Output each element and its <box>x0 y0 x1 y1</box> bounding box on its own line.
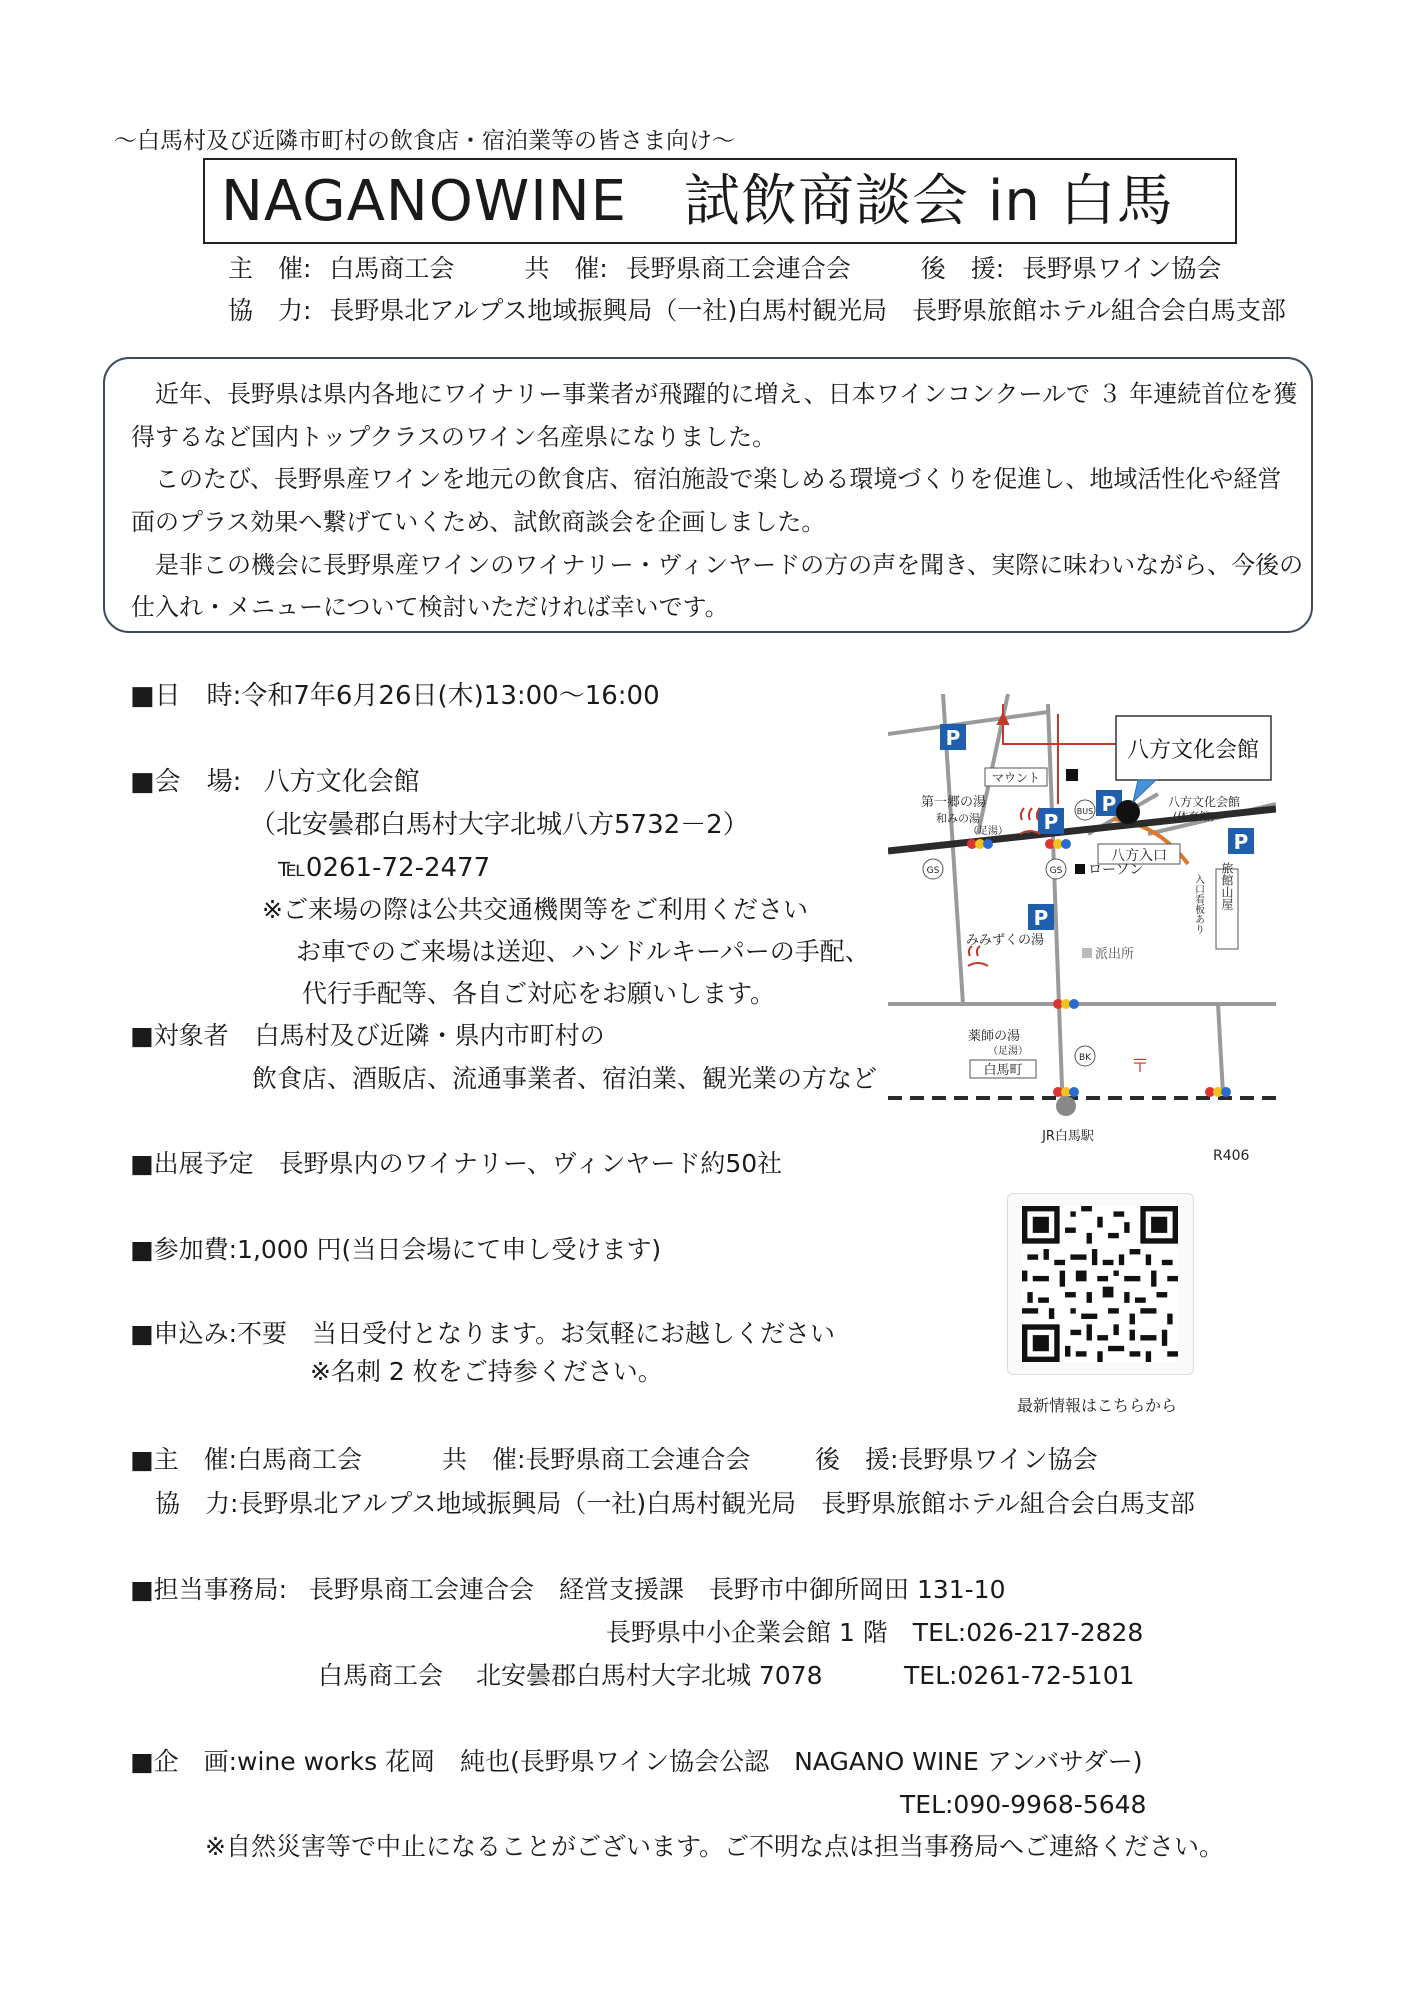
access-note-3: 代行手配等、各自ご対応をお願いします。 <box>302 979 776 1008</box>
access-note-2: お車でのご来場は送迎、ハンドルキーパーの手配、 <box>296 937 870 966</box>
footer-support: 後 援:長野県ワイン協会 <box>815 1445 1098 1474</box>
intro-line: このたび、長野県産ワインを地元の飲食店、宿泊施設で楽しめる環境づくりを促進し、地域活性化や経営 <box>131 465 1282 493</box>
target-label: ■対象者 <box>130 1021 229 1050</box>
target-line-2: 飲食店、酒販店、流通事業者、宿泊業、観光業の方など <box>252 1064 878 1093</box>
svg-text:〒: 〒 <box>1131 1056 1149 1077</box>
parking-icon <box>940 724 966 750</box>
venue-marker <box>1116 800 1140 824</box>
intro-line: 是非この機会に長野県産ワインのワイナリー・ヴィンヤードの方の声を聞き、実際に味わいながら、今後の <box>131 551 1304 579</box>
intro-line: 仕入れ・メニューについて検討いただければ幸いです。 <box>131 593 729 621</box>
support-name: 長野県ワイン協会 <box>1022 254 1222 283</box>
footer-coop: 協 力:長野県北アルプス地域振興局（一社)白馬村観光局 長野県旅館ホテル組合会白馬支部 <box>155 1489 1195 1518</box>
intro-box <box>103 357 1313 633</box>
office-line-3-name: 白馬商工会 北安曇郡白馬村大字北城 7078 <box>318 1661 823 1690</box>
svg-text:JR白馬駅: JR白馬駅 <box>1042 1129 1094 1144</box>
svg-text:GS: GS <box>1049 866 1063 876</box>
intro-line: 近年、長野県は県内各地にワイナリー事業者が飛躍的に増え、日本ワインコンクールで ３ 年連続首位を獲 <box>131 380 1298 408</box>
svg-text:和みの湯: 和みの湯 <box>936 812 980 825</box>
organizers-row-2 <box>228 294 1286 328</box>
host-name: 白馬商工会 <box>329 254 455 283</box>
application-info: ■申込み:不要 当日受付となります。お気軽にお越しください <box>130 1319 836 1348</box>
organizers-row-1 <box>228 252 1221 286</box>
intro-line: 面のプラス効果へ繋げていくため、試飲商談会を企画しました。 <box>131 508 826 536</box>
cohost-label: 共 催: <box>524 254 608 283</box>
svg-text:八方入口: 八方入口 <box>1111 848 1167 864</box>
disclaimer: ※自然災害等で中止になることがございます。ご不明な点は担当事務局へご連絡ください。 <box>205 1832 1224 1861</box>
parking-icon <box>1038 808 1064 834</box>
svg-text:P: P <box>1033 906 1049 930</box>
venue-address: （北安曇郡白馬村大字北城八方5732－2） <box>250 810 749 840</box>
office-line-2: 長野県中小企業会館 1 階 TEL:026-217-2828 <box>606 1618 1144 1647</box>
svg-text:薬師の湯: 薬師の湯 <box>968 1029 1021 1044</box>
venue-row <box>130 765 420 799</box>
event-subtitle: 〜白馬村及び近隣市町村の飲食店・宿泊業等の皆さま向け〜 <box>114 128 735 154</box>
venue-map <box>888 694 1276 1162</box>
office-line-3-tel: TEL:0261-72-5101 <box>904 1661 1135 1690</box>
participation-fee: ■参加費:1,000 円(当日会場にて申し受けます) <box>130 1235 662 1264</box>
svg-text:派出所: 派出所 <box>1095 947 1135 962</box>
venue-tel: ℡0261-72-2477 <box>278 853 491 883</box>
svg-text:GS: GS <box>926 866 940 876</box>
svg-text:BUS: BUS <box>1076 807 1094 816</box>
venue-name: 八方文化会館 <box>263 767 420 797</box>
ryokan-label: 旅館山屋 <box>1220 862 1234 910</box>
support-label: 後 援: <box>920 254 1005 283</box>
parking-icon <box>1028 904 1054 930</box>
cohost-name: 長野県商工会連合会 <box>625 254 851 283</box>
title-box <box>203 158 1237 244</box>
map-callout: 八方文化会館 <box>1126 738 1260 763</box>
svg-text:P: P <box>1101 792 1117 816</box>
svg-text:みみずくの湯: みみずくの湯 <box>966 933 1045 948</box>
svg-text:P: P <box>1233 830 1249 854</box>
svg-text:（足湯）: （足湯） <box>988 1046 1028 1057</box>
office-label: ■担当事務局: <box>130 1575 288 1604</box>
footer-cohost: 共 催:長野県商工会連合会 <box>442 1445 751 1474</box>
event-datetime: ■日 時:令和7年6月26日(木)13:00〜16:00 <box>130 681 660 711</box>
host-label: 主 催: <box>228 254 312 283</box>
qr-caption: 最新情報はこちらから <box>1017 1396 1178 1415</box>
target-row <box>130 1019 605 1053</box>
office-line-1: 長野県商工会連合会 経営支援課 長野市中御所岡田 131-10 <box>309 1575 1006 1604</box>
application-note: ※名刺 2 枚をご持参ください。 <box>310 1357 663 1386</box>
svg-text:P: P <box>1043 810 1059 834</box>
svg-text:（足湯）: （足湯） <box>968 826 1008 837</box>
coop-names: 長野県北アルプス地域振興局（一社)白馬村観光局 長野県旅館ホテル組合会白馬支部 <box>329 296 1286 325</box>
svg-text:P: P <box>945 726 961 750</box>
svg-text:BK: BK <box>1078 1053 1092 1063</box>
footer-host: ■主 催:白馬商工会 <box>130 1445 363 1474</box>
svg-text:八方文化会館: 八方文化会館 <box>1168 795 1241 809</box>
access-note-1: ※ご来場の際は公共交通機関等をご利用ください <box>262 895 808 924</box>
svg-text:ローソン: ローソン <box>1088 862 1144 878</box>
svg-text:R406: R406 <box>1213 1148 1250 1162</box>
svg-text:第一郷の湯: 第一郷の湯 <box>921 795 987 810</box>
target-line-1: 白馬村及び近隣・県内市町村の <box>254 1021 605 1050</box>
venue-label: ■会 場: <box>130 767 242 797</box>
office-row-1 <box>130 1573 1006 1607</box>
planner-tel: TEL:090-9968-5648 <box>900 1790 1147 1819</box>
intro-line: 得するなど国内トップクラスのワイン名産県になりました。 <box>131 423 777 451</box>
exhibitors: ■出展予定 長野県内のワイナリー、ヴィンヤード約50社 <box>130 1149 783 1178</box>
svg-text:白馬町: 白馬町 <box>983 1063 1023 1078</box>
svg-text:(体育館): (体育館) <box>1173 810 1215 823</box>
planner: ■企 画:wine works 花岡 純也(長野県ワイン協会公認 NAGANO WINE アンバサダー) <box>130 1747 1143 1776</box>
qr-code-icon <box>1022 1206 1178 1362</box>
qr-code[interactable] <box>1007 1193 1194 1375</box>
event-title: NAGANOWINE 試飲商談会 in 白馬 <box>221 169 1174 234</box>
coop-label: 協 力: <box>228 296 312 325</box>
entrance-sign-label: 入口看板あり <box>1192 874 1204 934</box>
svg-text:マウント: マウント <box>991 771 1041 785</box>
parking-icon <box>1228 828 1254 854</box>
